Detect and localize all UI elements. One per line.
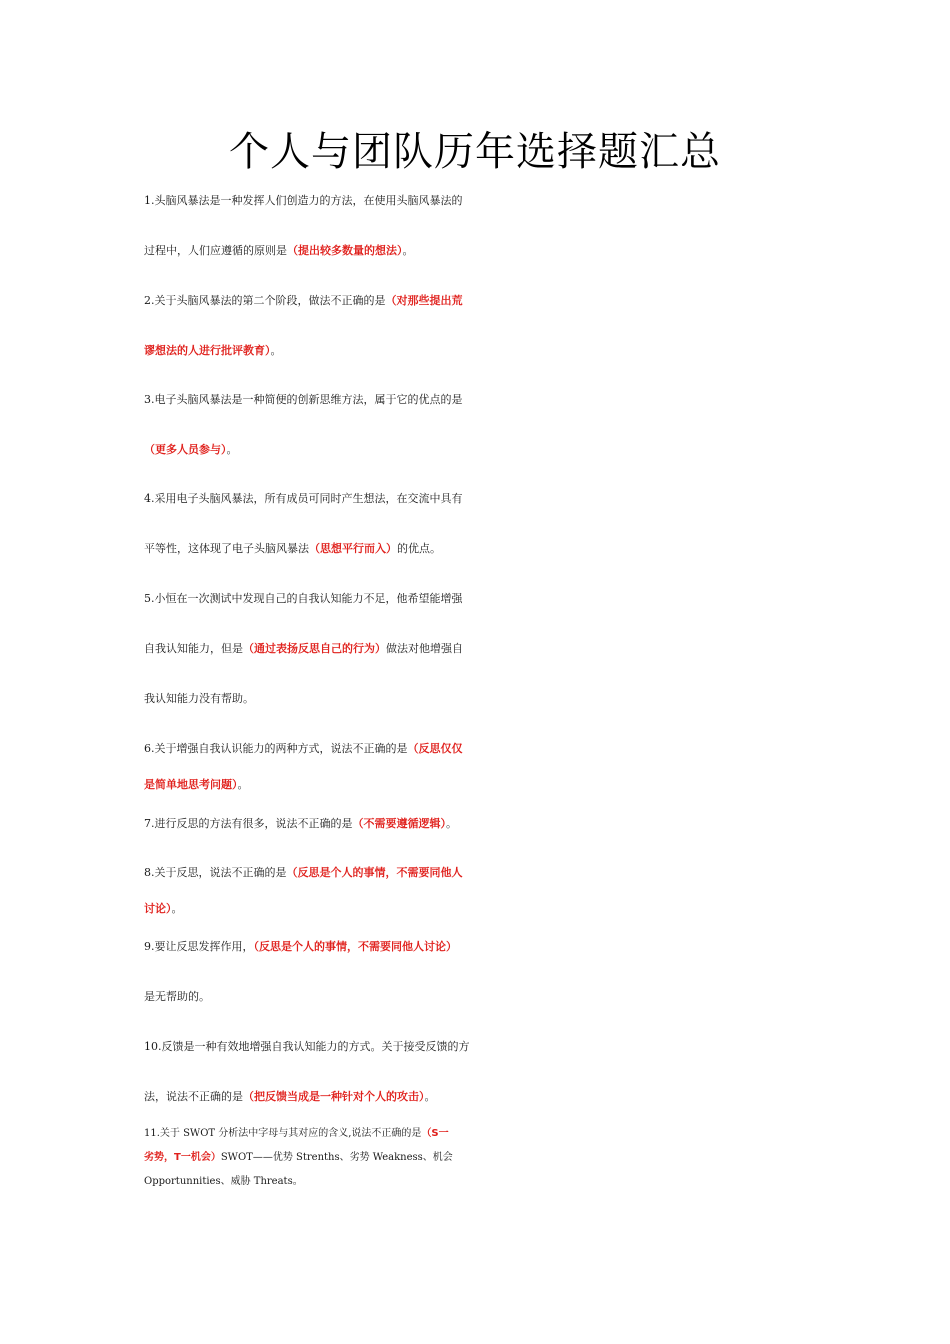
question-line (144, 922, 809, 972)
answer-text: （S一 (421, 1128, 449, 1139)
question-text: SWOT——优势 Strenths、劣势 Weakness、机会 (220, 1152, 453, 1163)
question-7 (144, 806, 809, 842)
answer-text: （反思是个人的事情，不需要同他人讨论） (253, 940, 457, 953)
question-text: 。 (226, 443, 238, 456)
question-text: 2.关于头脑风暴法的第二个阶段，做法不正确的是 (144, 294, 386, 307)
answer-text: 是简单地思考问题） (144, 778, 238, 791)
question-2 (144, 276, 809, 376)
question-10 (144, 1022, 809, 1122)
question-text: 。 (171, 902, 183, 915)
question-text: 自我认知能力，但是 (144, 642, 243, 655)
question-line (144, 524, 809, 574)
question-line (144, 425, 809, 475)
question-line (144, 674, 809, 724)
question-line (144, 806, 809, 842)
question-line (144, 176, 809, 226)
question-line (144, 1170, 809, 1194)
question-text: 4.采用电子头脑风暴法，所有成员可同时产生想法，在交流中具有 (144, 492, 463, 505)
question-line (144, 326, 809, 376)
question-text: 。 (270, 344, 282, 357)
question-4 (144, 474, 809, 574)
question-line (144, 855, 809, 891)
answer-text: 谬想法的人进行批评教育） (144, 344, 271, 357)
question-line (144, 375, 809, 425)
answer-text: （更多人员参与） (144, 443, 227, 456)
question-line (144, 574, 809, 624)
document-title: 个人与团队历年选择题汇总 (229, 129, 721, 175)
question-text: 法，说法不正确的是 (144, 1090, 243, 1103)
answer-text: （对那些提出荒 (385, 294, 463, 307)
answer-text: （提出较多数量的想法） (287, 244, 403, 257)
answer-text: （通过表扬反思自己的行为） (243, 642, 386, 655)
question-text: 1.头脑风暴法是一种发挥人们创造力的方法，在使用头脑风暴法的 (144, 194, 463, 207)
question-line (144, 731, 809, 767)
question-3 (144, 375, 809, 475)
question-line (144, 1072, 809, 1122)
question-line (144, 767, 809, 803)
question-text: 5.小恒在一次测试中发现自己的自我认知能力不足，他希望能增强 (144, 592, 463, 605)
question-text: 8.关于反思，说法不正确的是 (144, 866, 287, 879)
answer-text: （不需要遵循逻辑） (352, 817, 446, 830)
question-text: 11.关于 SWOT 分析法中字母与其对应的含义,说法不正确的是 (144, 1128, 422, 1139)
question-text: 10.反馈是一种有效地增强自我认知能力的方式。关于接受反馈的方 (144, 1040, 470, 1053)
answer-text: （反思是个人的事情，不需要同他人 (286, 866, 463, 879)
question-text: 过程中，人们应遵循的原则是 (144, 244, 287, 257)
question-text: 做法对他增强自 (386, 642, 463, 655)
question-text: 。 (402, 244, 414, 257)
question-text: 是无帮助的。 (144, 990, 210, 1003)
answer-text: （把反馈当成是一种针对个人的攻击） (243, 1090, 425, 1103)
question-line (144, 972, 809, 1022)
question-line (144, 276, 809, 326)
answer-text: （思想平行而入） (309, 542, 397, 555)
question-text: 。 (237, 778, 249, 791)
question-text: 。 (424, 1090, 436, 1103)
answer-text: 讨论） (144, 902, 172, 915)
question-text: 的优点。 (397, 542, 441, 555)
question-text: 6.关于增强自我认识能力的两种方式，说法不正确的是 (144, 742, 408, 755)
question-1 (144, 176, 809, 276)
question-text: 平等性，这体现了电子头脑风暴法 (144, 542, 309, 555)
question-6 (144, 731, 809, 803)
question-text: 我认知能力没有帮助。 (144, 692, 254, 705)
question-11 (144, 1122, 809, 1194)
question-5 (144, 574, 809, 724)
question-line (144, 1146, 809, 1170)
question-line (144, 474, 809, 524)
question-text: 。 (446, 817, 457, 830)
question-line (144, 1122, 809, 1146)
question-text: Opportunnities、威胁 Threats。 (144, 1176, 303, 1187)
question-text: 7.进行反思的方法有很多，说法不正确的是 (144, 817, 353, 830)
question-9 (144, 922, 809, 1022)
answer-text: （反思仅仅 (407, 742, 463, 755)
question-line (144, 1022, 809, 1072)
question-line (144, 226, 809, 276)
answer-text: 劣势，T一机会） (144, 1152, 221, 1163)
question-text: 3.电子头脑风暴法是一种简便的创新思维方法，属于它的优点的是 (144, 393, 463, 406)
question-8 (144, 855, 809, 927)
question-line (144, 624, 809, 674)
question-text: 9.要让反思发挥作用， (144, 940, 254, 953)
